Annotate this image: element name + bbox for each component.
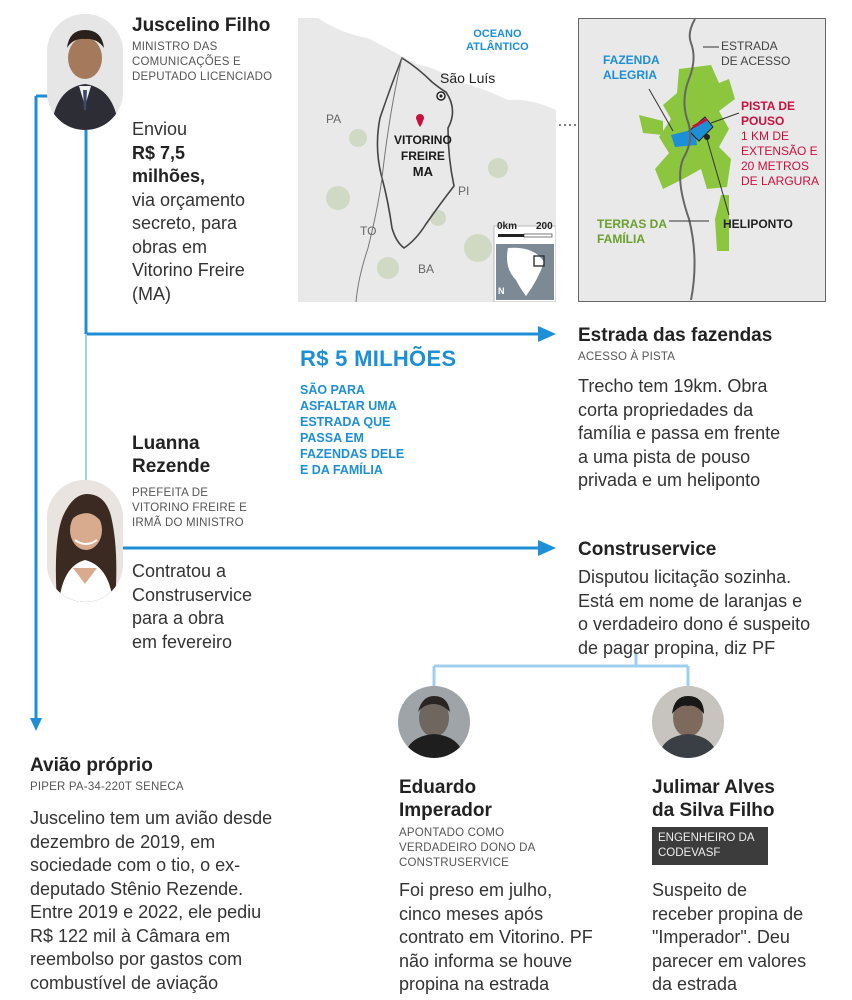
construservice-title: Construservice	[578, 539, 717, 560]
sao-luis-label: São Luís	[440, 70, 496, 86]
julimar-text: Suspeito de receber propina de "Imperador". Deu parecer em valores da estrada	[652, 880, 807, 994]
airstrip-label: PISTA DE POUSO 1 KM DE EXTENSÃO E 20 METROS DE LARGURA	[741, 99, 820, 188]
eduardo-role: APONTADO COMO VERDADEIRO DONO DA CONSTRUSERVICE	[399, 827, 536, 869]
regional-map	[298, 18, 556, 302]
aviao-subtitle: PIPER PA-34-220T SENECA	[30, 781, 184, 793]
aviao-text: Juscelino tem um avião desde dezembro de 2019, em sociedade com o tio, o ex- deputado Stênio Rezende. Entre 2019 e 2022, ele pediu R$ 122 mil à Câmara em reembolso por gastos com combustível de aviação	[30, 808, 273, 993]
pi-label: PI	[458, 184, 470, 198]
ocean-label: OCEANO ATLÂNTICO	[466, 28, 529, 53]
construservice-text: Disputou licitação sozinha. Está em nome de laranjas e o verdadeiro dono é suspeito de pagar propina, diz PF	[578, 567, 811, 658]
luanna-role: PREFEITA DE VITORINO FREIRE E IRMÃ DO MINISTRO	[132, 487, 248, 529]
to-label: TO	[360, 224, 377, 238]
scale-start: 0km	[497, 221, 518, 232]
julimar-name: Julimar Alves da Silva Filho	[652, 777, 775, 821]
luanna-avatar	[47, 480, 123, 602]
eduardo-avatar	[398, 686, 470, 758]
eduardo-text: Foi preso em julho, cinco meses após contrato em Vitorino. PF não informa se houve propina na estrada	[399, 880, 593, 994]
estrada-title: Estrada das fazendas	[578, 325, 773, 346]
farm-alegria-label: FAZENDA ALEGRIA	[603, 53, 660, 82]
amount-title: R$ 5 MILHÕES	[300, 346, 457, 371]
estrada-subtitle: ACESSO À PISTA	[578, 351, 676, 363]
amount-desc: SÃO PARA ASFALTAR UMA ESTRADA QUE PASSA EM FAZENDAS DELE E DA FAMÍLIA	[300, 383, 405, 477]
road-label: ESTRADA DE ACESSO	[721, 39, 791, 68]
julimar-avatar	[652, 686, 724, 758]
north-icon: N	[498, 286, 505, 296]
scale-end: 200	[536, 221, 553, 232]
eduardo-name: Eduardo Imperador	[399, 777, 492, 821]
family-lands-label: TERRAS DA FAMÍLIA	[597, 217, 668, 246]
luanna-name: Luanna Rezende	[132, 433, 211, 477]
vitorino-label: VITORINO FREIRE MA	[394, 133, 452, 179]
ba-label: BA	[418, 262, 435, 276]
heliport-label: HELIPONTO	[723, 217, 793, 231]
julimar-role-badge: ENGENHEIRO DA CODEVASF	[652, 827, 768, 865]
farm-map	[578, 18, 826, 302]
juscelino-text: Enviou R$ 7,5 milhões, via orçamento secreto, para obras em Vitorino Freire (MA)	[132, 119, 246, 304]
pa-label: PA	[326, 112, 342, 126]
juscelino-role: MINISTRO DAS COMUNICAÇÕES E DEPUTADO LICENCIADO	[132, 41, 273, 83]
juscelino-name: Juscelino Filho	[132, 15, 271, 36]
juscelino-avatar	[47, 14, 123, 130]
luanna-text: Contratou a Construservice para a obra em fevereiro	[132, 561, 253, 652]
estrada-text: Trecho tem 19km. Obra corta propriedades da família e passa em frente a uma pista de pouso privada e um heliponto	[578, 376, 781, 490]
aviao-title: Avião próprio	[30, 755, 153, 776]
